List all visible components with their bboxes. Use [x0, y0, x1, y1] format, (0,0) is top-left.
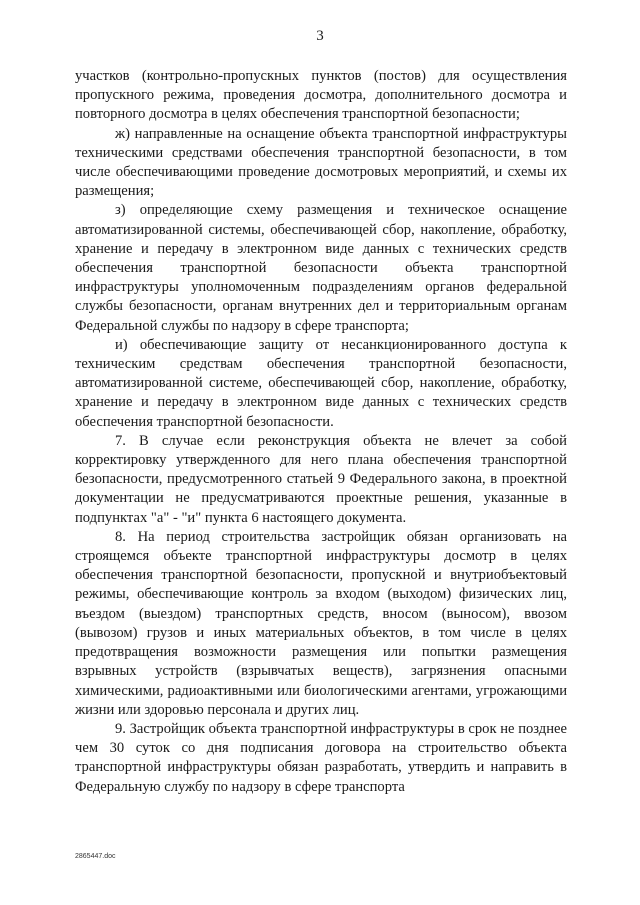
paragraph-item-zh: ж) направленные на оснащение объекта транспортной инфраструктуры техническими средствами обеспечения транспортной безопасности, в том числе обеспечивающими проведение досмотровых мероприятий, и схемы их размещения; — [75, 125, 567, 200]
paragraph-7: 7. В случае если реконструкция объекта не влечет за собой корректировку утвержденного для него плана обеспечения транспортной безопасности, предусмотренного статьей 9 Федерального закона, в проектной документации не предусматриваются проектные решения, указанные в подпунктах "а" - "и" пункта 6 настоящего документа. — [75, 432, 567, 526]
page-number: 3 — [316, 28, 324, 44]
paragraph-9: 9. Застройщик объекта транспортной инфраструктуры в срок не позднее чем 30 суток со дня подписания договора на строительство объекта транспортной инфраструктуры обязан разработать, утвердить и направить в Федеральную службу по надзору в сфере транспорта — [75, 720, 567, 795]
document-body — [75, 67, 567, 797]
paragraph-item-z: з) определяющие схему размещения и техническое оснащение автоматизированной системы, обеспечивающей сбор, накопление, обработку, хранение и передачу в электронном виде данных с технических средств обеспечения транспортной безопасности объекта транспортной инфраструктуры уполномоченным подразделениям органов федеральной службы безопасности, органам внутренних дел и территориальным органам Федеральной службы по надзору в сфере транспорта; — [75, 202, 567, 334]
paragraph-continuation: участков (контрольно-пропускных пунктов (постов) для осуществления пропускного режима, проведения досмотра, дополнительного досмотра и повторного досмотра в целях обеспечения транспортной безопасности; — [75, 68, 567, 123]
paragraph-item-i: и) обеспечивающие защиту от несанкционированного доступа к техническим средствам обеспечения транспортной безопасности, автоматизированной системе, обеспечивающей сбор, накопление, обработку, хранение и передачу в электронном виде данных с технических средств обеспечения транспортной безопасности. — [75, 336, 567, 430]
paragraph-8: 8. На период строительства застройщик обязан организовать на строящемся объекте транспортной инфраструктуры досмотр в целях обеспечения транспортной безопасности, пропускной и внутриобъектовый режимы, обеспечивающие контроль за входом (выходом) физических лиц, въездом (выездом) транспортных средств, вносом (выносом), ввозом (вывозом) грузов и иных материальных объектов, в том числе в целях предотвращения возможности размещения или попытки размещения взрывных устройств (взрывчатых веществ), загрязнения опасными химическими, радиоактивными или биологическими агентами, угрожающими жизни или здоровью персонала и других лиц. — [75, 528, 567, 718]
footer-filename: 2865447.doc — [75, 853, 116, 860]
